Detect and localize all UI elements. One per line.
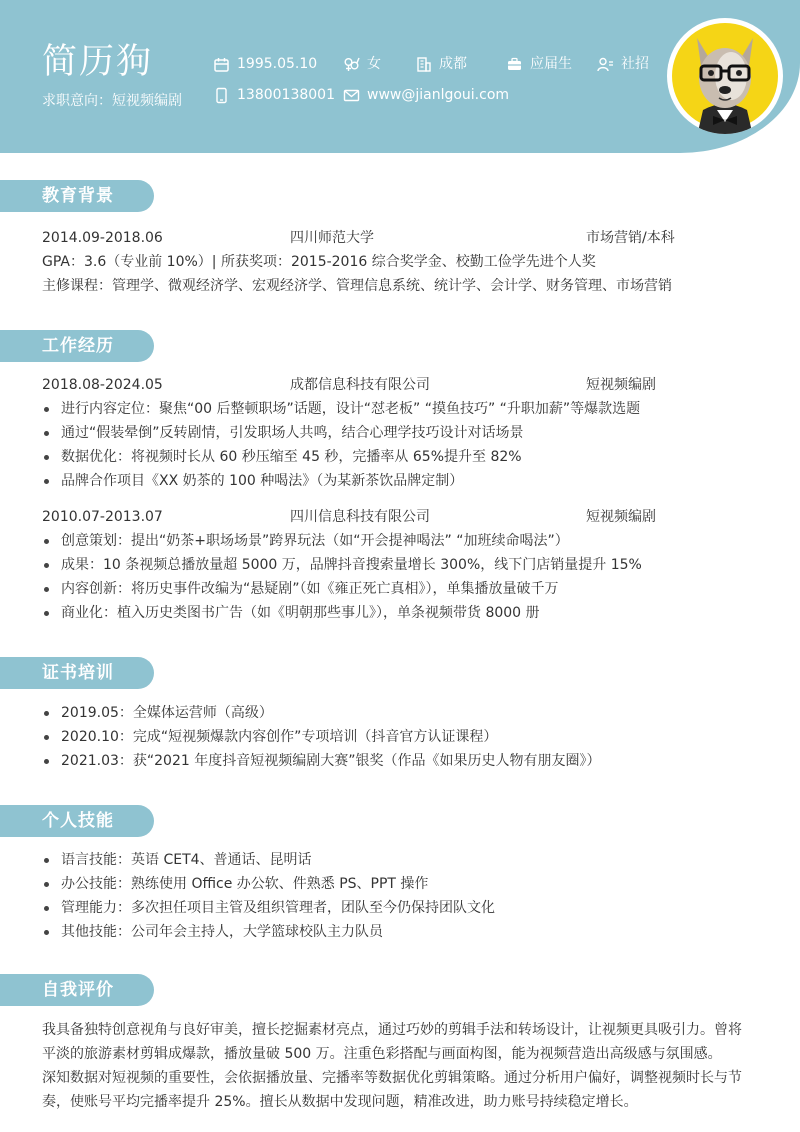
email: www@jianlgoui.com bbox=[343, 86, 509, 104]
calendar-icon bbox=[213, 56, 230, 73]
gender-icon bbox=[343, 56, 360, 73]
self-eval-line: 平淡的旅游素材剪辑成爆款，播放量破 500 万。注重色彩搭配与画面构图，能为视频营造出高级感与氛围感。 bbox=[42, 1046, 722, 1062]
section-work-title: 工作经历 bbox=[0, 330, 154, 362]
phone: 13800138001 bbox=[213, 86, 335, 104]
hire-type: 社招 bbox=[597, 55, 649, 73]
city: 成都 bbox=[415, 55, 467, 73]
education-courses: 主修课程：管理学、微观经济学、宏观经济学、管理信息系统、统计学、会计学、财务管理、市场营销 bbox=[42, 278, 672, 294]
job-company: 成都信息科技有限公司 bbox=[290, 377, 430, 393]
self-eval-line: 我具备独特创意视角与良好审美，擅长挖掘素材亮点，通过巧妙的剪辑手法和转场设计，让视频更具吸引力。曾将 bbox=[42, 1022, 742, 1038]
job-header bbox=[42, 507, 757, 527]
section-certs-title: 证书培训 bbox=[0, 657, 154, 689]
briefcase-icon bbox=[506, 56, 523, 73]
education-major: 市场营销/本科 bbox=[586, 230, 675, 246]
job-period: 2010.07-2013.07 bbox=[42, 509, 163, 525]
mail-icon bbox=[343, 87, 360, 104]
user-icon bbox=[597, 56, 614, 73]
job-header bbox=[42, 375, 757, 395]
job-role: 短视频编剧 bbox=[586, 377, 656, 393]
job-period: 2018.08-2024.05 bbox=[42, 377, 163, 393]
avatar bbox=[667, 18, 783, 134]
dog-avatar-icon bbox=[667, 18, 783, 134]
birth-date: 1995.05.10 bbox=[213, 55, 317, 73]
building-icon bbox=[415, 56, 432, 73]
job-company: 四川信息科技有限公司 bbox=[290, 509, 430, 525]
candidate-name: 简历狗 bbox=[42, 42, 154, 82]
education-school: 四川师范大学 bbox=[290, 230, 374, 246]
phone-icon bbox=[213, 87, 230, 104]
graduate-status: 应届生 bbox=[506, 55, 572, 73]
job-intent: 求职意向：短视频编剧 bbox=[42, 93, 182, 109]
self-eval-line: 深知数据对短视频的重要性，会依据播放量、完播率等数据优化剪辑策略。通过分析用户偏好，调整视频时长与节 bbox=[42, 1070, 742, 1086]
education-gpa: GPA：3.6（专业前 10%）| 所获奖项：2015-2016 综合奖学金、校勤工俭学先进个人奖 bbox=[42, 254, 596, 270]
section-education-title: 教育背景 bbox=[0, 180, 154, 212]
section-skills-title: 个人技能 bbox=[0, 805, 154, 837]
section-self-title: 自我评价 bbox=[0, 974, 154, 1006]
job-role: 短视频编剧 bbox=[586, 509, 656, 525]
education-period: 2014.09-2018.06 bbox=[42, 230, 163, 246]
education-row bbox=[42, 228, 757, 248]
gender: 女 bbox=[343, 55, 381, 73]
self-eval-line: 奏，使账号平均完播率提升 25%。擅长从数据中发现问题，精准改进，助力账号持续稳定增长。 bbox=[42, 1094, 638, 1110]
